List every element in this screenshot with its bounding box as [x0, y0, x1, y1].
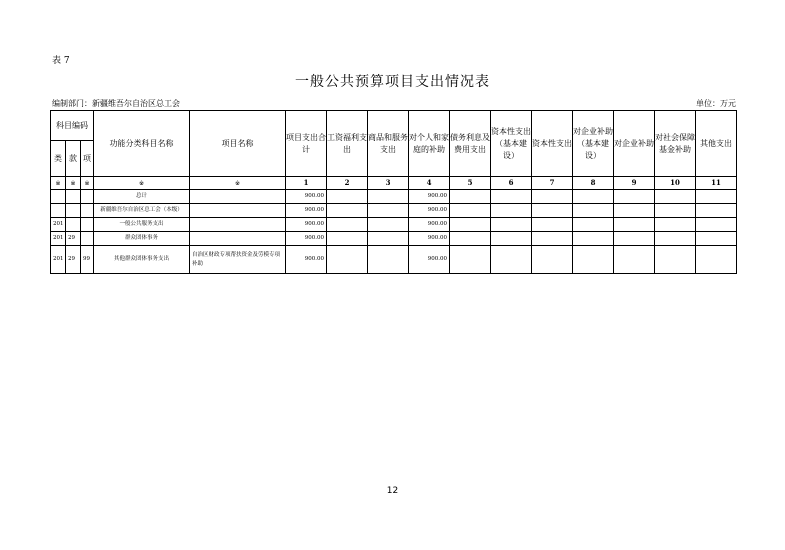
xiang-cell — [81, 190, 94, 204]
project-total-cell: 900.00 — [286, 204, 327, 218]
index-cell: 10 — [655, 177, 696, 190]
index-cell: 5 — [450, 177, 491, 190]
function-name-cell: 其他群众团体事务支出 — [94, 246, 190, 274]
xiang-cell: 99 — [81, 246, 94, 274]
table-row — [51, 218, 737, 232]
index-cell: 4 — [409, 177, 450, 190]
index-cell: 6 — [491, 177, 532, 190]
table-number-label: 表 7 — [52, 56, 70, 66]
kuan-cell — [66, 190, 81, 204]
table-row — [51, 232, 737, 246]
header-individual-subsidy: 对个人和家庭的补助 — [409, 111, 450, 177]
xiang-cell — [81, 232, 94, 246]
header-social-security: 对社会保障基金补助 — [655, 111, 696, 177]
index-cell: 8 — [573, 177, 614, 190]
index-cell: 1 — [286, 177, 327, 190]
kuan-cell: 29 — [66, 246, 81, 274]
function-name-cell: 群众团体事务 — [94, 232, 190, 246]
index-cell: ※ — [66, 177, 81, 190]
header-enterprise: 对企业补助 — [614, 111, 655, 177]
lei-cell — [51, 204, 66, 218]
index-cell: ※ — [51, 177, 66, 190]
compiling-department: 编制部门：新疆维吾尔自治区总工会 — [52, 99, 180, 108]
index-row — [51, 177, 737, 190]
table-row — [51, 246, 737, 274]
index-cell: 2 — [327, 177, 368, 190]
project-expenditure-table — [50, 110, 737, 274]
header-project-total: 项目支出合计 — [286, 111, 327, 177]
kuan-cell — [66, 218, 81, 232]
individual-subsidy-cell: 900.00 — [409, 218, 450, 232]
header-function-name: 功能分类科目名称 — [94, 111, 190, 177]
function-name-cell: 新疆维吾尔自治区总工会（本级） — [94, 204, 190, 218]
header-capital: 资本性支出 — [532, 111, 573, 177]
header-other: 其他支出 — [696, 111, 737, 177]
header-enterprise-basic: 对企业补助（基本建设） — [573, 111, 614, 177]
table-row — [51, 204, 737, 218]
header-xiang: 项 — [81, 141, 94, 177]
project-total-cell: 900.00 — [286, 218, 327, 232]
project-total-cell: 900.00 — [286, 232, 327, 246]
lei-cell: 201 — [51, 232, 66, 246]
header-project-name: 项目名称 — [190, 111, 286, 177]
project-name-cell: 自治区财政专项帮扶资金及劳模专项补助 — [190, 246, 286, 274]
xiang-cell — [81, 218, 94, 232]
header-lei: 类 — [51, 141, 66, 177]
header-capital-basic: 资本性支出（基本建设） — [491, 111, 532, 177]
project-total-cell: 900.00 — [286, 246, 327, 274]
project-total-cell: 900.00 — [286, 190, 327, 204]
page-title: 一般公共预算项目支出情况表 — [295, 74, 490, 90]
individual-subsidy-cell: 900.00 — [409, 190, 450, 204]
lei-cell: 201 — [51, 246, 66, 274]
page-number: 12 — [386, 486, 399, 496]
index-cell: 11 — [696, 177, 737, 190]
function-name-cell: 总计 — [94, 190, 190, 204]
index-cell: 3 — [368, 177, 409, 190]
index-cell: 7 — [532, 177, 573, 190]
project-name-cell — [190, 204, 286, 218]
kuan-cell: 29 — [66, 232, 81, 246]
index-cell: 9 — [614, 177, 655, 190]
index-cell: ※ — [94, 177, 190, 190]
table-row — [51, 190, 737, 204]
lei-cell — [51, 190, 66, 204]
header-wages: 工资福利支出 — [327, 111, 368, 177]
unit-label: 单位：万元 — [696, 99, 736, 108]
individual-subsidy-cell: 900.00 — [409, 204, 450, 218]
function-name-cell: 一般公共服务支出 — [94, 218, 190, 232]
header-kuan: 款 — [66, 141, 81, 177]
header-debt-interest: 债务利息及费用支出 — [450, 111, 491, 177]
individual-subsidy-cell: 900.00 — [409, 246, 450, 274]
xiang-cell — [81, 204, 94, 218]
project-name-cell — [190, 232, 286, 246]
lei-cell: 201 — [51, 218, 66, 232]
index-cell: ※ — [81, 177, 94, 190]
header-subject-code: 科目编码 — [51, 111, 94, 141]
header-goods-services: 商品和服务支出 — [368, 111, 409, 177]
kuan-cell — [66, 204, 81, 218]
project-name-cell — [190, 218, 286, 232]
individual-subsidy-cell: 900.00 — [409, 232, 450, 246]
project-name-cell — [190, 190, 286, 204]
index-cell: ※ — [190, 177, 286, 190]
